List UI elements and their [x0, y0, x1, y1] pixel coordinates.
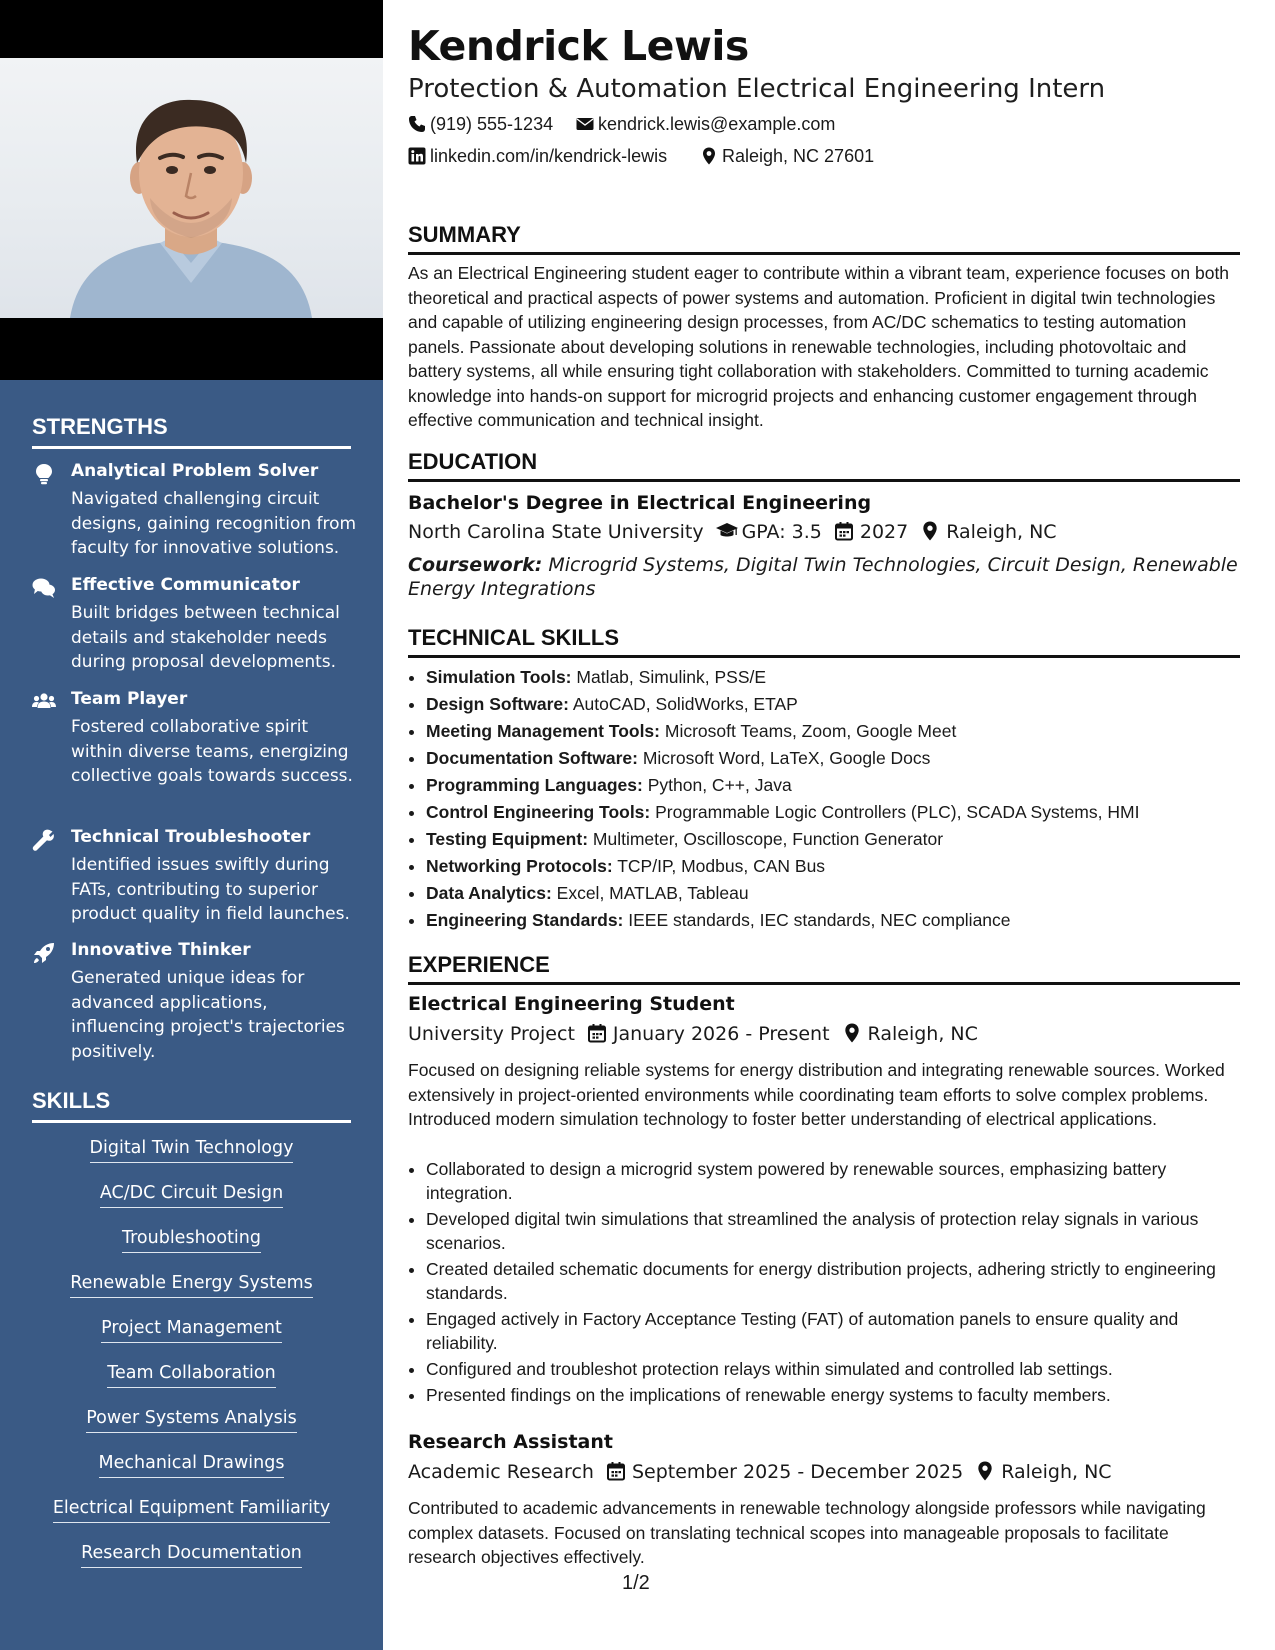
job-location: Raleigh, NC — [1001, 1461, 1112, 1483]
job-location: Raleigh, NC — [867, 1023, 978, 1045]
linkedin-text[interactable]: linkedin.com/in/kendrick-lewis — [430, 146, 668, 166]
list-item: • Documentation Software: Microsoft Word, LaTeX, Google Docs — [426, 745, 1240, 772]
list-item: • Configured and troubleshot protection relays within simulated and controlled lab settings. — [426, 1357, 1240, 1381]
skill-tag: Troubleshooting — [0, 1228, 383, 1253]
calendar-icon — [834, 521, 854, 541]
location-contact — [700, 146, 874, 167]
job-title: Electrical Engineering Student — [408, 993, 735, 1015]
list-item: • Data Analytics: Excel, MATLAB, Tableau — [426, 880, 1240, 907]
users-icon — [32, 691, 56, 713]
strength-description: Generated unique ideas for advanced applications, influencing project's trajectories positively. — [71, 968, 345, 1062]
profile-photo — [0, 0, 383, 380]
coursework-list: Microgrid Systems, Digital Twin Technologies, Circuit Design, Renewable Energy Integrations — [408, 554, 1238, 600]
strength-title: Technical Troubleshooter — [71, 827, 311, 847]
degree-title: Bachelor's Degree in Electrical Engineering — [408, 492, 872, 514]
job-org: University Project — [408, 1023, 575, 1045]
list-item: • Presented findings on the implications of renewable energy systems to faculty members. — [426, 1383, 1240, 1407]
education-location: Raleigh, NC — [946, 521, 1057, 543]
strength-item — [32, 689, 362, 813]
skill-tag: Team Collaboration — [0, 1363, 383, 1388]
list-item: • Programming Languages: Python, C++, Java — [426, 772, 1240, 799]
strength-description: Built bridges between technical details and stakeholder needs during proposal developments. — [71, 603, 340, 672]
experience-heading: EXPERIENCE — [408, 952, 1240, 985]
graduation-year: 2027 — [859, 521, 909, 543]
list-item: • Design Software: AutoCAD, SolidWorks, ETAP — [426, 691, 1240, 718]
map-pin-icon — [700, 147, 718, 165]
list-item: • Simulation Tools: Matlab, Simulink, PSS/E — [426, 664, 1240, 691]
phone-text: (919) 555-1234 — [430, 114, 554, 134]
strength-title: Effective Communicator — [71, 575, 300, 595]
list-item: • Created detailed schematic documents for energy distribution projects, adhering strictly to engineering standards. — [426, 1257, 1240, 1305]
coursework — [408, 553, 1240, 601]
list-item: • Control Engineering Tools: Programmable Logic Controllers (PLC), SCADA Systems, HMI — [426, 799, 1240, 826]
skill-tag: Research Documentation — [0, 1543, 383, 1568]
strength-title: Innovative Thinker — [71, 940, 251, 960]
skill-tag: Renewable Energy Systems — [0, 1273, 383, 1298]
job-meta — [408, 1461, 1112, 1483]
gpa: GPA: 3.5 — [741, 521, 822, 543]
map-pin-icon — [920, 521, 940, 541]
list-item: • Engineering Standards: IEEE standards, IEC standards, NEC compliance — [426, 907, 1240, 934]
calendar-icon — [606, 1461, 626, 1481]
strength-description: Fostered collaborative spirit within diverse teams, energizing collective goals towards success. — [71, 717, 353, 786]
phone-icon — [408, 115, 426, 133]
education-heading: EDUCATION — [408, 449, 1240, 482]
list-item: • Meeting Management Tools: Microsoft Teams, Zoom, Google Meet — [426, 718, 1240, 745]
portrait-illustration — [0, 58, 383, 318]
summary-text: As an Electrical Engineering student eager to contribute within a vibrant team, experience focuses on both theoretical and practical aspects of power systems and automation. Proficient in digital twin technologies and capable of utilizing engineering design processes, from AC/DC schematics to testing automation panels. Passionate about developing solutions in renewable technologies, including photovoltaic and battery systems, all while ensuring tight collaboration with stakeholders. Committed to turning academic knowledge into hands-on support for microgrid projects and enhancing customer engagement through effective communication and technical insight. — [408, 263, 1230, 430]
skills-heading: SKILLS — [32, 1088, 351, 1123]
list-item: • Developed digital twin simulations that streamlined the analysis of protection relay signals in various scenarios. — [426, 1207, 1240, 1255]
strength-item — [32, 461, 362, 561]
calendar-icon — [587, 1023, 607, 1043]
rocket-icon — [32, 942, 56, 964]
candidate-title: Protection & Automation Electrical Engineering Intern — [408, 74, 1106, 104]
email-contact[interactable] — [576, 114, 835, 135]
strength-item — [32, 827, 362, 927]
skill-tag: Mechanical Drawings — [0, 1453, 383, 1478]
job-dates: January 2026 - Present — [612, 1023, 830, 1045]
linkedin-icon — [408, 147, 426, 165]
technical-skills-list — [426, 664, 1240, 934]
location-text: Raleigh, NC 27601 — [722, 146, 875, 166]
photo-background — [0, 58, 383, 318]
strength-item — [32, 575, 362, 675]
strengths-heading: STRENGTHS — [32, 414, 351, 449]
list-item: • Networking Protocols: TCP/IP, Modbus, CAN Bus — [426, 853, 1240, 880]
job-org: Academic Research — [408, 1461, 594, 1483]
strength-description: Identified issues swiftly during FATs, contributing to superior product quality in field launches. — [71, 855, 350, 924]
job-summary: Focused on designing reliable systems for energy distribution and integrating renewable sources. Worked extensively in project-oriented environments while coordinating team efforts to solve complex problems. Introduced modern simulation technology to foster better understanding of electrical applications. — [408, 1060, 1225, 1129]
graduation-cap-icon — [716, 521, 736, 541]
wrench-icon — [32, 829, 56, 851]
linkedin-contact[interactable] — [408, 146, 667, 167]
list-item: • Collaborated to design a microgrid system powered by renewable sources, emphasizing battery integration. — [426, 1157, 1240, 1205]
candidate-name: Kendrick Lewis — [408, 22, 749, 70]
skill-tag: AC/DC Circuit Design — [0, 1183, 383, 1208]
map-pin-icon — [842, 1023, 862, 1043]
phone-contact — [408, 114, 553, 135]
job-summary: Contributed to academic advancements in renewable technology alongside professors while navigating complex datasets. Focused on translating technical scopes into manageable proposals to facilitate research objectives effectively. — [408, 1498, 1206, 1567]
coursework-label: Coursework: — [408, 554, 543, 576]
job-title: Research Assistant — [408, 1431, 613, 1453]
lightbulb-icon — [32, 463, 56, 485]
summary-heading: SUMMARY — [408, 222, 1240, 255]
sidebar — [0, 0, 383, 1650]
job-dates: September 2025 - December 2025 — [631, 1461, 964, 1483]
skill-tag: Digital Twin Technology — [0, 1138, 383, 1163]
skill-tag: Electrical Equipment Familiarity — [0, 1498, 383, 1523]
envelope-icon — [576, 115, 594, 133]
technical-skills-heading: TECHNICAL SKILLS — [408, 625, 1240, 658]
strength-title: Team Player — [71, 689, 188, 709]
page-number: 1/2 — [622, 1572, 650, 1594]
education-meta — [408, 521, 1057, 543]
job-meta — [408, 1023, 978, 1045]
strength-title: Analytical Problem Solver — [71, 461, 319, 481]
job-bullets — [426, 1157, 1240, 1409]
map-pin-icon — [975, 1461, 995, 1481]
comments-icon — [32, 577, 56, 599]
strength-item — [32, 940, 362, 1064]
list-item: • Testing Equipment: Multimeter, Oscilloscope, Function Generator — [426, 826, 1240, 853]
strength-description: Navigated challenging circuit designs, gaining recognition from faculty for innovative solutions. — [71, 489, 357, 558]
skill-tag: Project Management — [0, 1318, 383, 1343]
school-name: North Carolina State University — [408, 521, 704, 543]
skill-tag: Power Systems Analysis — [0, 1408, 383, 1433]
list-item: • Engaged actively in Factory Acceptance Testing (FAT) of automation panels to ensure quality and reliability. — [426, 1307, 1240, 1355]
email-text[interactable]: kendrick.lewis@example.com — [598, 114, 836, 134]
